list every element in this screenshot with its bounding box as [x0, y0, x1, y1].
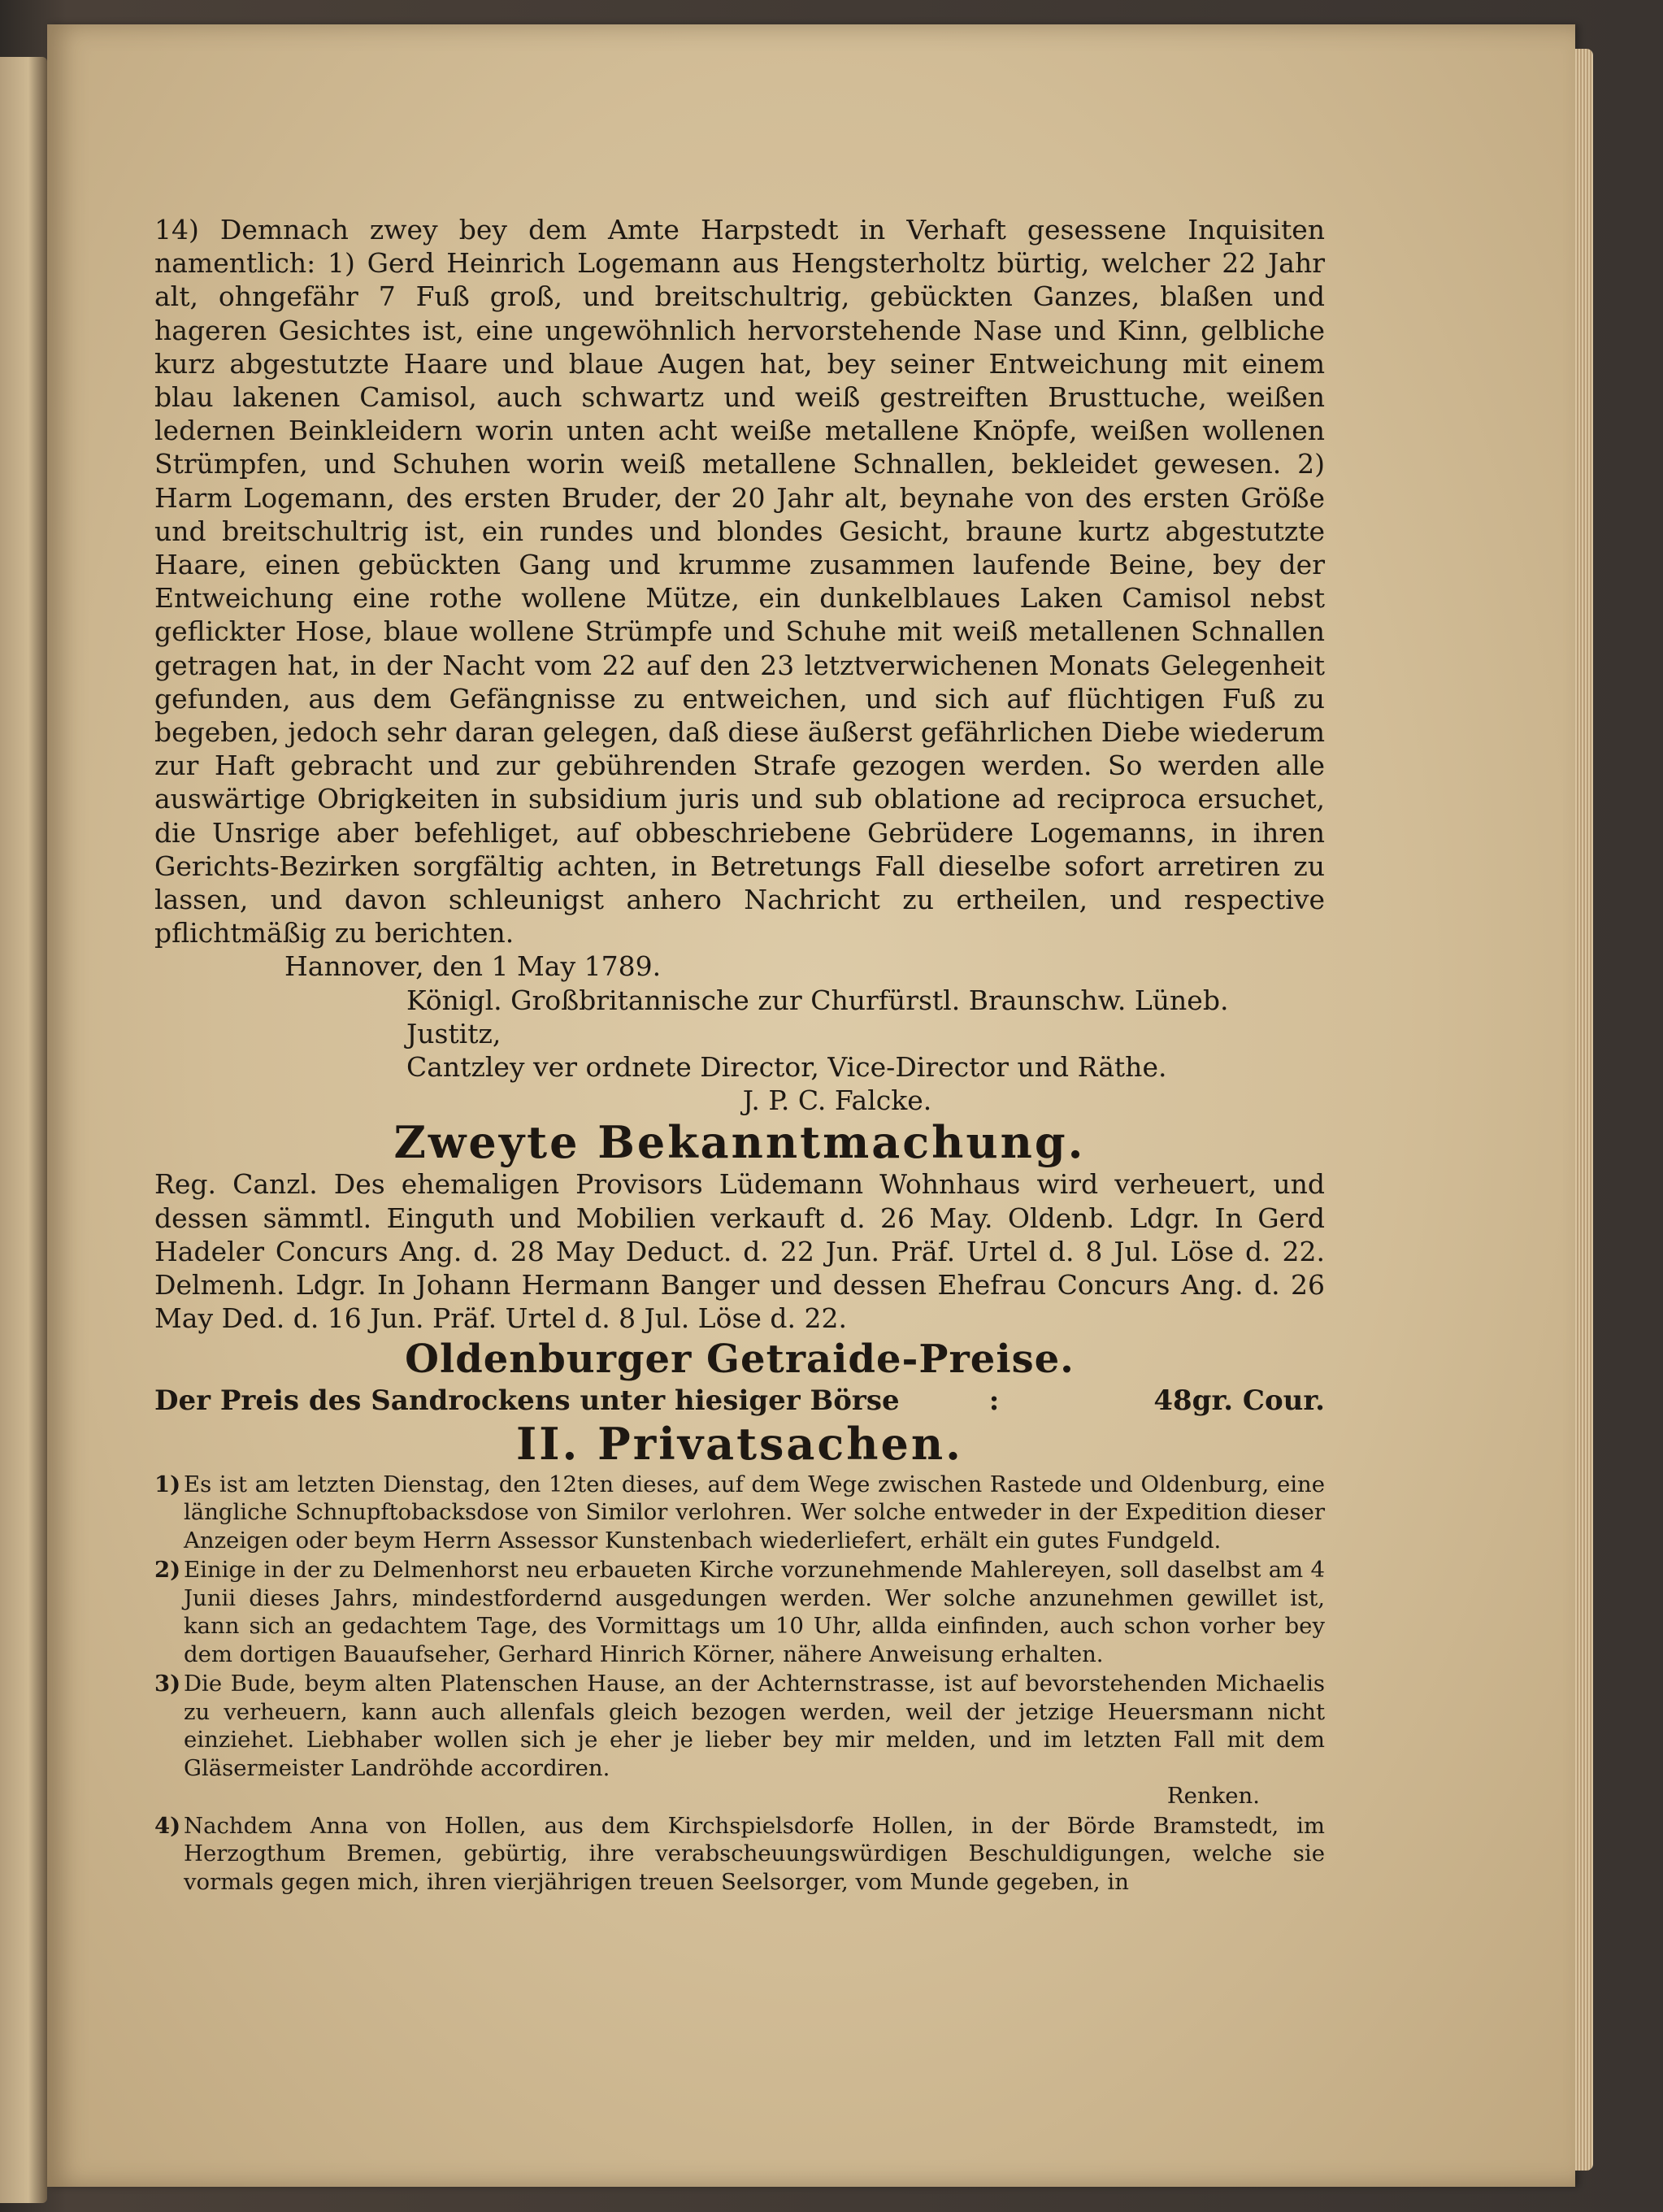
private-notices: [154, 1471, 1325, 1897]
notice-14: 14) Demnach zwey bey dem Amte Harpstedt in Verhaft gesessene Inquisiten namentlich: 1) Gerd Heinrich Logemann aus Hengsterholtz bürtig, welcher 22 Jahr alt, ohngefähr 7 Fuß groß, und breitschultrig, gebückten Ganzes, blaßen und hageren Gesichtes ist, eine ungewöhnlich hervorstehende Nase und Kinn, gelbliche kurz abgestutzte Haare und blaue Augen hat, bey seiner Entweichung mit einem blau lakenen Camisol, auch schwartz und weiß gestreiften Brusttuche, weißen ledernen Beinkleidern worin unten acht weiße metallene Knöpfe, weißen wollenen Strümpfen, und Schuhen worin weiß metallene Schnallen, bekleidet gewesen. 2) Harm Logemann, des ersten Bruder, der 20 Jahr alt, beynahe von des ersten Größe und breitschultrig ist, ein rundes und blondes Gesicht, braune kurtz abgestutzte Haare, einen gebückten Gang und krumme zusammen laufende Beine, bey der Entweichung eine rothe wollene Mütze, ein dunkelblaues Laken Camisol nebst geflickter Hose, blaue wollene Strümpfe und Schuhe mit weiß metallenen Schnallen getragen hat, in der Nacht vom 22 auf den 23 letztverwichenen Monats Gelegenheit gefunden, aus dem Gefängnisse zu entweichen, und sich auf flüchtigen Fuß zu begeben, jedoch sehr daran gelegen, daß diese äußerst gefährlichen Diebe wiederum zur Haft gebracht und zur gebührenden Strafe gezogen werden. So werden alle auswärtige Obrigkeiten in subsidium juris und sub oblatione ad reciproca ersuchet, die Unsrige aber befehliget, auf obbeschriebene Gebrüdere Logemanns, in ihren Gerichts-Bezirken sorgfältig achten, in Betretungs Fall dieselbe sofort arretiren zu lassen, und davon schleunigst anhero Nachricht zu ertheilen, und respective pflichtmäßig zu berichten.: [154, 214, 1325, 950]
list-item: [154, 1471, 1325, 1555]
item-text: Es ist am letzten Dienstag, den 12ten dieses, auf dem Wege zwischen Rastede und Oldenburg, eine längliche Schnupftobacksdose von Similor verlohren. Wer solche entweder in der Expedition dieser Anzeigen oder beym Herrn Assessor Kunstenbach wiederliefert, erhält ein gutes Fundgeld.: [184, 1471, 1325, 1554]
item-number: 3): [154, 1671, 181, 1697]
heading-getraide-preise: Oldenburger Getraide-Preise.: [405, 1336, 1075, 1382]
page-stack-edge: [1575, 49, 1593, 2171]
item-number: 2): [154, 1557, 181, 1583]
list-item: [154, 1670, 1325, 1782]
heading-zweyte-bekanntmachung: Zweyte Bekanntmachung.: [393, 1116, 1086, 1169]
item-text: Nachdem Anna von Hollen, aus dem Kirchspielsdorfe Hollen, in der Börde Bramstedt, im Herzogthum Bremen, gebürtig, ihre verabscheuungswürdigen Beschuldigungen, welche sie vormals gegen mich, ihren vierjährigen treuen Seelsorger, vom Munde gegeben, in: [184, 1812, 1325, 1895]
price-row: [154, 1383, 1325, 1419]
dateline: Hannover, den 1 May 1789.: [284, 950, 662, 983]
list-item: [154, 1556, 1325, 1668]
price-label: Der Preis des Sandrockens unter hiesiger Börse: [154, 1384, 900, 1417]
item-number: 1): [154, 1471, 181, 1497]
left-page-edge: [0, 57, 47, 2203]
item-number: 4): [154, 1812, 181, 1839]
price-value: 48gr. Cour.: [1153, 1384, 1325, 1417]
item-text: Einige in der zu Delmenhorst neu erbaueten Kirche vorzunehmende Mahlereyen, soll daselbst am 4 Junii dieses Jahrs, mindestfordernd ausgedungen werden. Wer solche anzunehmen gewillet ist, kann sich an gedachtem Tage, des Vormittags um 10 Uhr, allda einfinden, auch schon vorher bey dem dortigen Bauaufseher, Gerhard Hinrich Körner, nähere Anweisung erhalten.: [184, 1557, 1325, 1667]
heading-privatsachen: II. Privatsachen.: [516, 1417, 963, 1470]
signature: J. P. C. Falcke.: [742, 1084, 932, 1117]
notice-court: Reg. Canzl. Des ehemaligen Provisors Lüdemann Wohnhaus wird verheuert, und dessen sämmtl. Einguth und Mobilien verkauft d. 26 May. Oldenb. Ldgr. In Gerd Hadeler Concurs Ang. d. 28 May Deduct. d. 22 Jun. Präf. Urtel d. 8 Jul. Löse d. 22. Delmenh. Ldgr. In Johann Hermann Banger und dessen Ehefrau Concurs Ang. d. 26 May Ded. d. 16 Jun. Präf. Urtel d. 8 Jul. Löse d. 22.: [154, 1168, 1325, 1335]
authority-line-1: Königl. Großbritannische zur Churfürstl. Braunschw. Lüneb. Justitz,: [406, 984, 1229, 1050]
item-3-signature: Renken.: [1166, 1783, 1260, 1809]
item-text: Die Bude, beym alten Platenschen Hause, an der Achternstrasse, ist auf bevorstehenden Michaelis zu verheuern, kann auch allenfals gleich bezogen werden, weil der jetzige Heuersmann nicht einziehet. Liebhaber wollen sich je eher je lieber bey mir melden, und im letzten Fall mit dem Gläsermeister Landröhde accordiren.: [184, 1671, 1325, 1781]
price-separator: :: [988, 1384, 1000, 1417]
list-item: [154, 1812, 1325, 1897]
page-text: [154, 213, 1325, 1896]
authority-line-2: Cantzley ver ordnete Director, Vice-Director und Räthe.: [406, 1051, 1167, 1084]
